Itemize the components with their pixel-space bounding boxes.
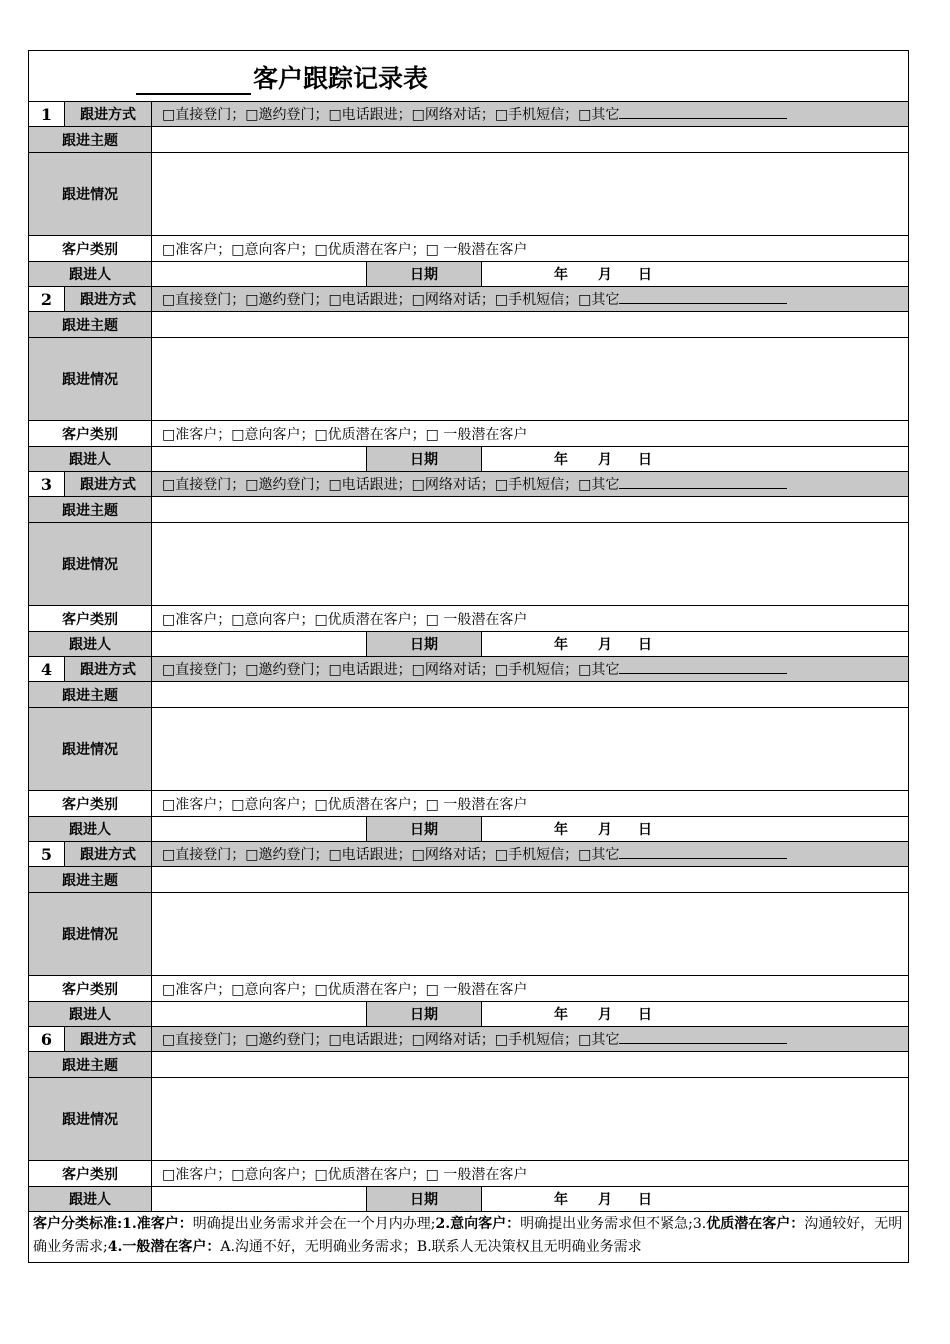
year-label: 年 [554, 1007, 568, 1023]
record-topic-row [29, 497, 909, 523]
year-label: 年 [554, 637, 568, 653]
topic-label: 跟进主题 [29, 682, 152, 708]
type-label: 客户类别 [29, 236, 152, 262]
type-label: 客户类别 [29, 976, 152, 1002]
type-label: 客户类别 [29, 1161, 152, 1187]
page-title: 客户跟踪记录表 [136, 59, 428, 95]
day-label: 日 [638, 1007, 652, 1023]
record-person-row [29, 447, 909, 472]
record-type-row [29, 791, 909, 817]
day-label: 日 [638, 637, 652, 653]
record-method-row [29, 287, 909, 312]
year-label: 年 [554, 267, 568, 283]
record-number: 5 [29, 842, 65, 867]
record-number: 4 [29, 657, 65, 682]
topic-label: 跟进主题 [29, 497, 152, 523]
method-label: 跟进方式 [65, 1027, 152, 1052]
month-label: 月 [598, 1007, 612, 1023]
record-number: 1 [29, 102, 65, 127]
topic-field[interactable] [152, 1052, 909, 1078]
record-type-row [29, 1161, 909, 1187]
day-label: 日 [638, 822, 652, 838]
record-topic-row [29, 867, 909, 893]
person-label: 跟进人 [29, 817, 152, 842]
person-label: 跟进人 [29, 262, 152, 287]
date-label: 日期 [367, 632, 482, 657]
month-label: 月 [598, 1192, 612, 1208]
month-label: 月 [598, 267, 612, 283]
type-label: 客户类别 [29, 421, 152, 447]
person-field[interactable] [152, 817, 367, 842]
record-topic-row [29, 1052, 909, 1078]
topic-field[interactable] [152, 867, 909, 893]
date-field[interactable] [482, 817, 909, 842]
status-field[interactable] [152, 708, 909, 791]
other-method-blank[interactable] [619, 104, 787, 119]
date-label: 日期 [367, 447, 482, 472]
record-status-row [29, 338, 909, 421]
record-method-row [29, 102, 909, 127]
method-label: 跟进方式 [65, 472, 152, 497]
tracking-table [28, 50, 909, 1263]
method-label: 跟进方式 [65, 842, 152, 867]
month-label: 月 [598, 637, 612, 653]
person-field[interactable] [152, 1002, 367, 1027]
person-label: 跟进人 [29, 447, 152, 472]
type-options[interactable]: □准客户；□意向客户；□优质潜在客户；□ 一般潜在客户 [152, 236, 909, 262]
record-person-row [29, 1187, 909, 1212]
record-type-row [29, 976, 909, 1002]
topic-field[interactable] [152, 682, 909, 708]
date-label: 日期 [367, 1002, 482, 1027]
record-topic-row [29, 682, 909, 708]
other-method-blank[interactable] [619, 1029, 787, 1044]
record-person-row [29, 262, 909, 287]
status-field[interactable] [152, 1078, 909, 1161]
other-method-blank[interactable] [619, 289, 787, 304]
year-label: 年 [554, 822, 568, 838]
person-label: 跟进人 [29, 632, 152, 657]
type-options[interactable]: □准客户；□意向客户；□优质潜在客户；□ 一般潜在客户 [152, 1161, 909, 1187]
date-label: 日期 [367, 1187, 482, 1212]
topic-label: 跟进主题 [29, 127, 152, 153]
year-label: 年 [554, 452, 568, 468]
date-field[interactable] [482, 262, 909, 287]
record-status-row [29, 893, 909, 976]
record-status-row [29, 523, 909, 606]
status-field[interactable] [152, 153, 909, 236]
record-person-row [29, 1002, 909, 1027]
title-cell [29, 51, 909, 102]
other-method-blank[interactable] [619, 659, 787, 674]
other-method-blank[interactable] [619, 474, 787, 489]
record-status-row [29, 153, 909, 236]
status-label: 跟进情况 [29, 1078, 152, 1161]
record-status-row [29, 708, 909, 791]
day-label: 日 [638, 1192, 652, 1208]
day-label: 日 [638, 267, 652, 283]
date-label: 日期 [367, 817, 482, 842]
type-options[interactable]: □准客户；□意向客户；□优质潜在客户；□ 一般潜在客户 [152, 606, 909, 632]
method-options[interactable]: □直接登门；□邀约登门；□电话跟进；□网络对话；□手机短信；□其它 [152, 1027, 909, 1052]
other-method-blank[interactable] [619, 844, 787, 859]
month-label: 月 [598, 822, 612, 838]
day-label: 日 [638, 452, 652, 468]
record-type-row [29, 421, 909, 447]
record-type-row [29, 236, 909, 262]
date-field[interactable] [482, 447, 909, 472]
type-options[interactable]: □准客户；□意向客户；□优质潜在客户；□ 一般潜在客户 [152, 791, 909, 817]
record-number: 6 [29, 1027, 65, 1052]
tracking-form [28, 50, 908, 1263]
method-options[interactable]: □直接登门；□邀约登门；□电话跟进；□网络对话；□手机短信；□其它 [152, 472, 909, 497]
record-topic-row [29, 127, 909, 153]
month-label: 月 [598, 452, 612, 468]
topic-field[interactable] [152, 497, 909, 523]
record-method-row [29, 842, 909, 867]
status-label: 跟进情况 [29, 153, 152, 236]
record-status-row [29, 1078, 909, 1161]
date-field[interactable] [482, 1187, 909, 1212]
status-label: 跟进情况 [29, 523, 152, 606]
record-number: 3 [29, 472, 65, 497]
classification-note: 客户分类标准:1.准客户：明确提出业务需求并会在一个月内办理;2.意向客户：明确提出业务需求但不紧急;3.优质潜在客户：沟通较好，无明确业务需求;4.一般潜在客户：A.沟通不好，无明确业务需求；B.联系人无决策权且无明确业务需求 [29, 1212, 909, 1263]
type-label: 客户类别 [29, 791, 152, 817]
method-options[interactable]: □直接登门；□邀约登门；□电话跟进；□网络对话；□手机短信；□其它 [152, 102, 909, 127]
person-field[interactable] [152, 447, 367, 472]
status-field[interactable] [152, 893, 909, 976]
method-label: 跟进方式 [65, 287, 152, 312]
method-options[interactable]: □直接登门；□邀约登门；□电话跟进；□网络对话；□手机短信；□其它 [152, 842, 909, 867]
record-topic-row [29, 312, 909, 338]
title-blank-line[interactable] [136, 67, 251, 95]
method-label: 跟进方式 [65, 657, 152, 682]
topic-field[interactable] [152, 312, 909, 338]
topic-field[interactable] [152, 127, 909, 153]
date-field[interactable] [482, 632, 909, 657]
type-options[interactable]: □准客户；□意向客户；□优质潜在客户；□ 一般潜在客户 [152, 421, 909, 447]
person-label: 跟进人 [29, 1002, 152, 1027]
method-label: 跟进方式 [65, 102, 152, 127]
status-label: 跟进情况 [29, 708, 152, 791]
status-label: 跟进情况 [29, 893, 152, 976]
status-field[interactable] [152, 338, 909, 421]
method-options[interactable]: □直接登门；□邀约登门；□电话跟进；□网络对话；□手机短信；□其它 [152, 657, 909, 682]
topic-label: 跟进主题 [29, 312, 152, 338]
record-method-row [29, 657, 909, 682]
status-label: 跟进情况 [29, 338, 152, 421]
topic-label: 跟进主题 [29, 1052, 152, 1078]
person-field[interactable] [152, 1187, 367, 1212]
type-options[interactable]: □准客户；□意向客户；□优质潜在客户；□ 一般潜在客户 [152, 976, 909, 1002]
record-type-row [29, 606, 909, 632]
topic-label: 跟进主题 [29, 867, 152, 893]
year-label: 年 [554, 1192, 568, 1208]
record-method-row [29, 472, 909, 497]
person-label: 跟进人 [29, 1187, 152, 1212]
date-label: 日期 [367, 262, 482, 287]
method-options[interactable]: □直接登门；□邀约登门；□电话跟进；□网络对话；□手机短信；□其它 [152, 287, 909, 312]
status-field[interactable] [152, 523, 909, 606]
person-field[interactable] [152, 632, 367, 657]
record-method-row [29, 1027, 909, 1052]
record-number: 2 [29, 287, 65, 312]
date-field[interactable] [482, 1002, 909, 1027]
type-label: 客户类别 [29, 606, 152, 632]
person-field[interactable] [152, 262, 367, 287]
record-person-row [29, 632, 909, 657]
record-person-row [29, 817, 909, 842]
